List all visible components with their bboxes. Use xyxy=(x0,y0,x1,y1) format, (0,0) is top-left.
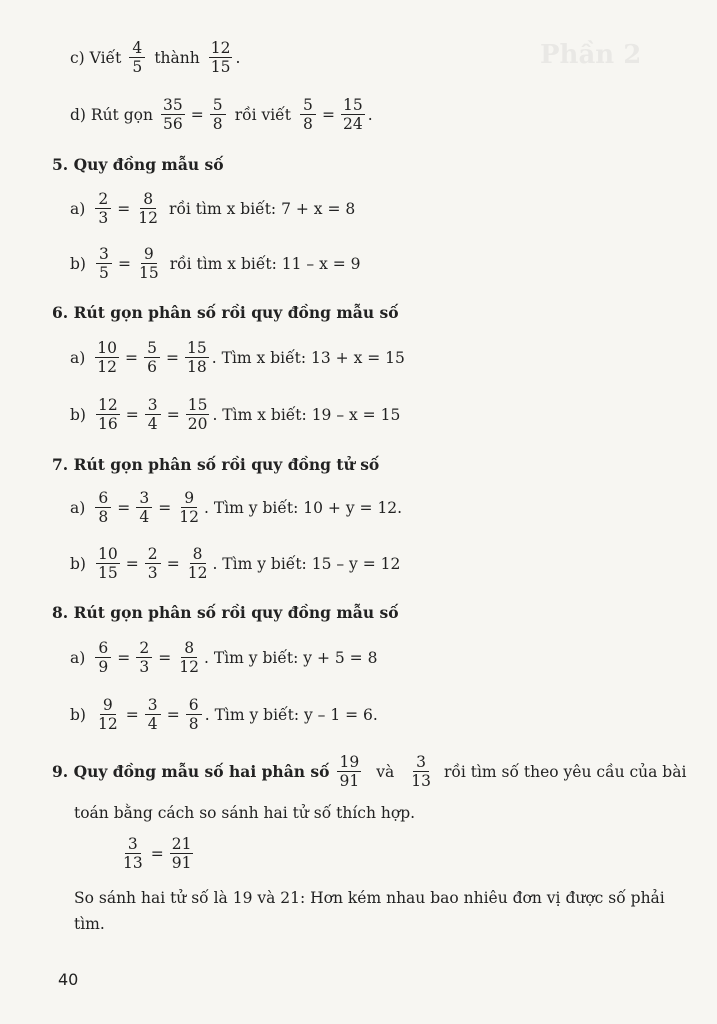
denominator: 12 xyxy=(97,358,118,377)
numerator: 21 xyxy=(171,835,192,853)
equals-sign: = xyxy=(166,554,180,573)
question-9: 9. Quy đồng mẫu số hai phân số $\frac{19}{91}$ và $\frac{3}{13}$ rồi tìm số theo yêu cầu của bài xyxy=(52,753,687,791)
question-9-equation xyxy=(118,836,196,872)
equals-sign: = xyxy=(125,348,139,367)
fraction xyxy=(161,97,185,133)
question-6a: a) $\frac{10}{12}$ = $\frac{5}{6}$ = $\frac{15}{18}$ . Tìm x biết: 13 + x = 15 xyxy=(70,339,405,377)
denominator: 15 xyxy=(138,264,159,283)
denominator: 4 xyxy=(139,508,150,527)
fraction xyxy=(96,697,120,733)
equals-sign: = xyxy=(117,648,131,667)
numerator: 2 xyxy=(145,546,161,564)
text: rồi viết xyxy=(234,105,291,124)
fraction xyxy=(144,340,160,376)
numerator: 5 xyxy=(144,340,160,358)
fraction xyxy=(95,640,111,676)
equals-sign: = xyxy=(158,498,172,517)
fraction xyxy=(121,836,145,872)
question-9-paragraph: So sánh hai tử số là 19 và 21: Hơn kém nhau bao nhiêu đơn vị được số phải tìm. xyxy=(74,889,665,933)
denominator: 91 xyxy=(339,772,360,791)
equals-sign: = xyxy=(158,648,172,667)
denominator: 13 xyxy=(123,854,143,873)
numerator: 15 xyxy=(187,396,208,414)
fraction xyxy=(186,546,210,582)
denominator: 9 xyxy=(98,658,109,677)
numerator: 3 xyxy=(413,754,429,772)
fraction xyxy=(96,246,112,282)
equals-sign: = xyxy=(150,844,164,863)
fraction xyxy=(136,490,152,526)
fraction xyxy=(300,97,316,133)
numerator: 3 xyxy=(145,697,161,715)
question-8b: b) $\frac{9}{12}$ = $\frac{3}{4}$ = $\frac{6}{8}$ . Tìm y biết: y – 1 = 6. xyxy=(70,696,378,734)
question-5b: b) $\frac{3}{5}$ = $\frac{9}{15}$ rồi tìm x biết: 11 – x = 9 xyxy=(70,245,361,283)
denominator: 15 xyxy=(97,564,118,583)
numerator: 9 xyxy=(181,490,197,508)
denominator: 3 xyxy=(139,658,150,677)
equals-sign: = xyxy=(117,254,131,273)
denominator: 8 xyxy=(98,508,109,527)
fraction xyxy=(186,697,202,733)
fraction xyxy=(136,640,152,676)
question-6-title: 6. Rút gọn phân số rồi quy đồng mẫu số xyxy=(52,303,399,322)
denominator: 8 xyxy=(303,115,313,134)
numerator: 6 xyxy=(186,697,202,715)
numerator: 3 xyxy=(145,397,161,415)
fraction xyxy=(145,397,161,433)
numerator: 3 xyxy=(136,490,152,508)
equals-sign: = xyxy=(117,498,131,517)
numerator: 5 xyxy=(300,97,316,115)
fraction xyxy=(170,836,194,872)
equals-sign: = xyxy=(166,348,180,367)
numerator: 12 xyxy=(97,396,118,414)
denominator: 4 xyxy=(147,715,158,734)
numerator: 8 xyxy=(181,640,197,658)
question-8a: a) $\frac{6}{9}$ = $\frac{2}{3}$ = $\frac{8}{12}$ . Tìm y biết: y + 5 = 8 xyxy=(70,639,378,677)
equals-sign: = xyxy=(321,105,335,124)
fraction xyxy=(145,697,161,733)
denominator: 20 xyxy=(187,415,208,434)
numerator: 3 xyxy=(96,246,112,264)
denominator: 5 xyxy=(99,264,109,283)
fraction xyxy=(341,97,365,133)
fraction xyxy=(209,40,233,76)
numerator: 10 xyxy=(97,339,118,357)
numerator: 2 xyxy=(136,640,152,658)
fraction xyxy=(95,340,119,376)
equals-sign: = xyxy=(125,705,139,724)
question-7-title: 7. Rút gọn phân số rồi quy đồng tử số xyxy=(52,455,380,474)
denominator: 8 xyxy=(212,115,223,134)
question-5a: a) $\frac{2}{3}$ = $\frac{8}{12}$ rồi tìm x biết: 7 + x = 8 xyxy=(70,190,356,228)
numerator: 12 xyxy=(210,39,231,57)
label: d) Rút gọn xyxy=(70,105,153,124)
fraction xyxy=(210,97,226,133)
question-5-title: 5. Quy đồng mẫu số xyxy=(52,155,224,174)
item-d: d) Rút gọn $\frac{35}{56}$ = $\frac{5}{8}$ rồi viết $\frac{5}{8}$ = $\frac{15}{24}$ . xyxy=(70,96,373,134)
fraction xyxy=(337,754,361,790)
denominator: 16 xyxy=(97,415,118,434)
denominator: 12 xyxy=(187,564,208,583)
equals-sign: = xyxy=(166,705,180,724)
page-number: 40 xyxy=(58,970,79,989)
fraction xyxy=(177,490,201,526)
denominator: 3 xyxy=(147,564,158,583)
numerator: 15 xyxy=(342,96,363,114)
numerator: 35 xyxy=(162,96,183,114)
numerator: 5 xyxy=(210,97,226,115)
text: thành xyxy=(154,48,200,67)
label: c) Viết xyxy=(70,48,122,67)
denominator: 12 xyxy=(179,658,200,677)
fraction xyxy=(96,397,120,433)
numerator: 8 xyxy=(140,191,156,209)
denominator: 15 xyxy=(210,58,231,77)
equals-sign: = xyxy=(125,405,139,424)
fraction xyxy=(95,191,111,227)
numerator: 3 xyxy=(125,836,141,854)
denominator: 12 xyxy=(97,715,118,734)
denominator: 24 xyxy=(342,115,363,134)
question-7b: b) $\frac{10}{15}$ = $\frac{2}{3}$ = $\frac{8}{12}$ . Tìm y biết: 15 – y = 12 xyxy=(70,545,401,583)
denominator: 12 xyxy=(179,508,200,527)
bleed-through: Phần 2 xyxy=(540,40,642,70)
numerator: 6 xyxy=(95,640,111,658)
numerator: 4 xyxy=(129,40,145,58)
fraction xyxy=(96,546,120,582)
fraction xyxy=(409,754,433,790)
fraction xyxy=(177,640,201,676)
fraction xyxy=(185,340,209,376)
equals-sign: = xyxy=(166,405,180,424)
denominator: 56 xyxy=(162,115,183,134)
numerator: 9 xyxy=(141,246,157,264)
equals-sign: = xyxy=(190,105,204,124)
numerator: 8 xyxy=(190,546,206,564)
question-9-line2: toán bằng cách so sánh hai tử số thích hợp. xyxy=(74,804,416,822)
equals-sign: = xyxy=(125,554,139,573)
denominator: 91 xyxy=(171,854,192,873)
fraction xyxy=(136,191,160,227)
denominator: 6 xyxy=(147,358,157,377)
fraction xyxy=(186,397,210,433)
fraction xyxy=(145,546,161,582)
fraction xyxy=(129,40,145,76)
numerator: 9 xyxy=(100,697,116,715)
denominator: 3 xyxy=(98,209,109,228)
question-7a: a) $\frac{6}{8}$ = $\frac{3}{4}$ = $\frac{9}{12}$ . Tìm y biết: 10 + y = 12. xyxy=(70,489,403,527)
denominator: 13 xyxy=(411,772,431,791)
denominator: 5 xyxy=(132,58,143,77)
numerator: 6 xyxy=(95,490,111,508)
numerator: 15 xyxy=(187,339,207,357)
denominator: 18 xyxy=(187,358,207,377)
numerator: 2 xyxy=(95,191,111,209)
item-c: c) Viết $\frac{4}{5}$ thành $\frac{12}{15}$ . xyxy=(70,39,241,77)
question-6b: b) $\frac{12}{16}$ = $\frac{3}{4}$ = $\frac{15}{20}$ . Tìm x biết: 19 – x = 15 xyxy=(70,396,401,434)
denominator: 12 xyxy=(138,209,159,228)
question-8-title: 8. Rút gọn phân số rồi quy đồng mẫu số xyxy=(52,603,399,622)
equals-sign: = xyxy=(117,199,131,218)
denominator: 4 xyxy=(147,415,158,434)
fraction xyxy=(137,246,161,282)
fraction xyxy=(95,490,111,526)
denominator: 8 xyxy=(188,715,199,734)
numerator: 10 xyxy=(97,545,118,563)
numerator: 19 xyxy=(339,753,360,771)
